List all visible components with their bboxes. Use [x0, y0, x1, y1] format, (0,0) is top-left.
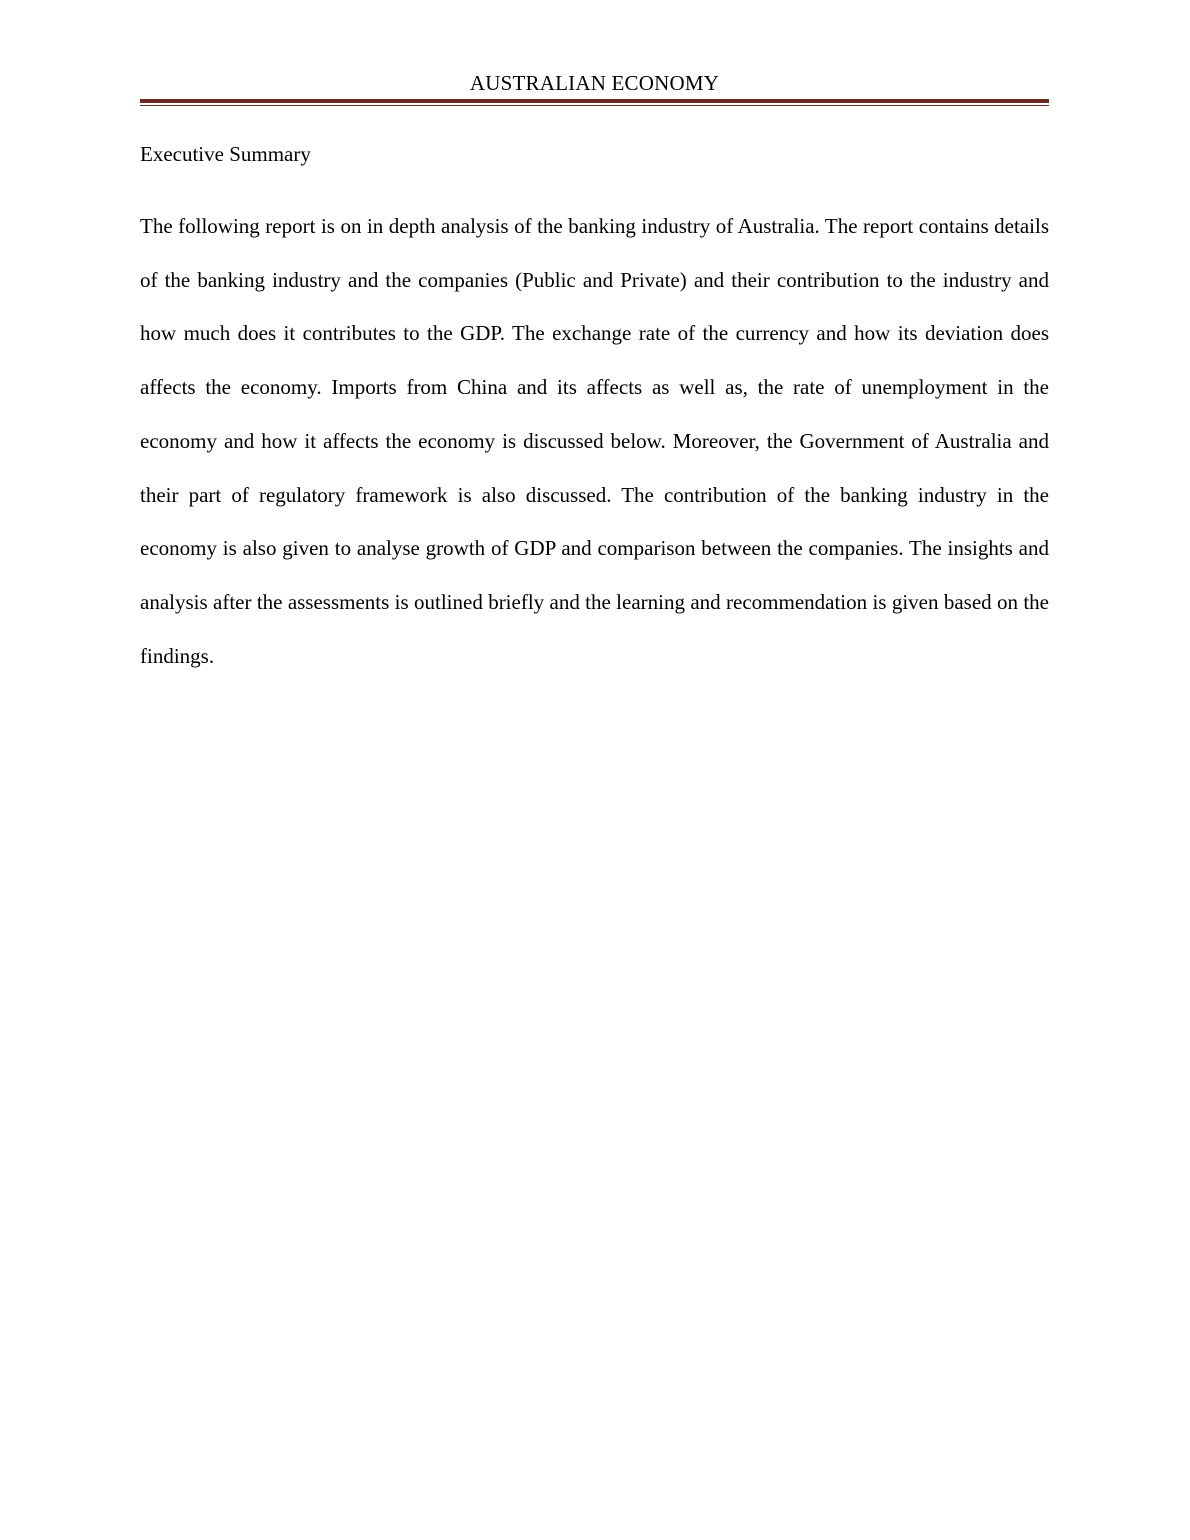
- running-header-title: AUSTRALIAN ECONOMY: [469, 71, 720, 95]
- section-heading: Executive Summary: [140, 142, 311, 166]
- header-rule-thick: [140, 99, 1049, 103]
- header-rule-thin: [140, 105, 1049, 106]
- executive-summary-paragraph: The following report is on in depth analysis of the banking industry of Australia. The report contains details of the banking industry and the companies (Public and Private) and their contribution to the industry and how much does it contributes to the GDP. The exchange rate of the currency and how its deviation does affects the economy. Imports from China and its affects as well as, the rate of unemployment in the economy and how it affects the economy is discussed below. Moreover, the Government of Australia and their part of regulatory framework is also discussed. The contribution of the banking industry in the economy is also given to analyse growth of GDP and comparison between the companies. The insights and analysis after the assessments is outlined briefly and the learning and recommendation is given based on the findings.: [140, 214, 1049, 668]
